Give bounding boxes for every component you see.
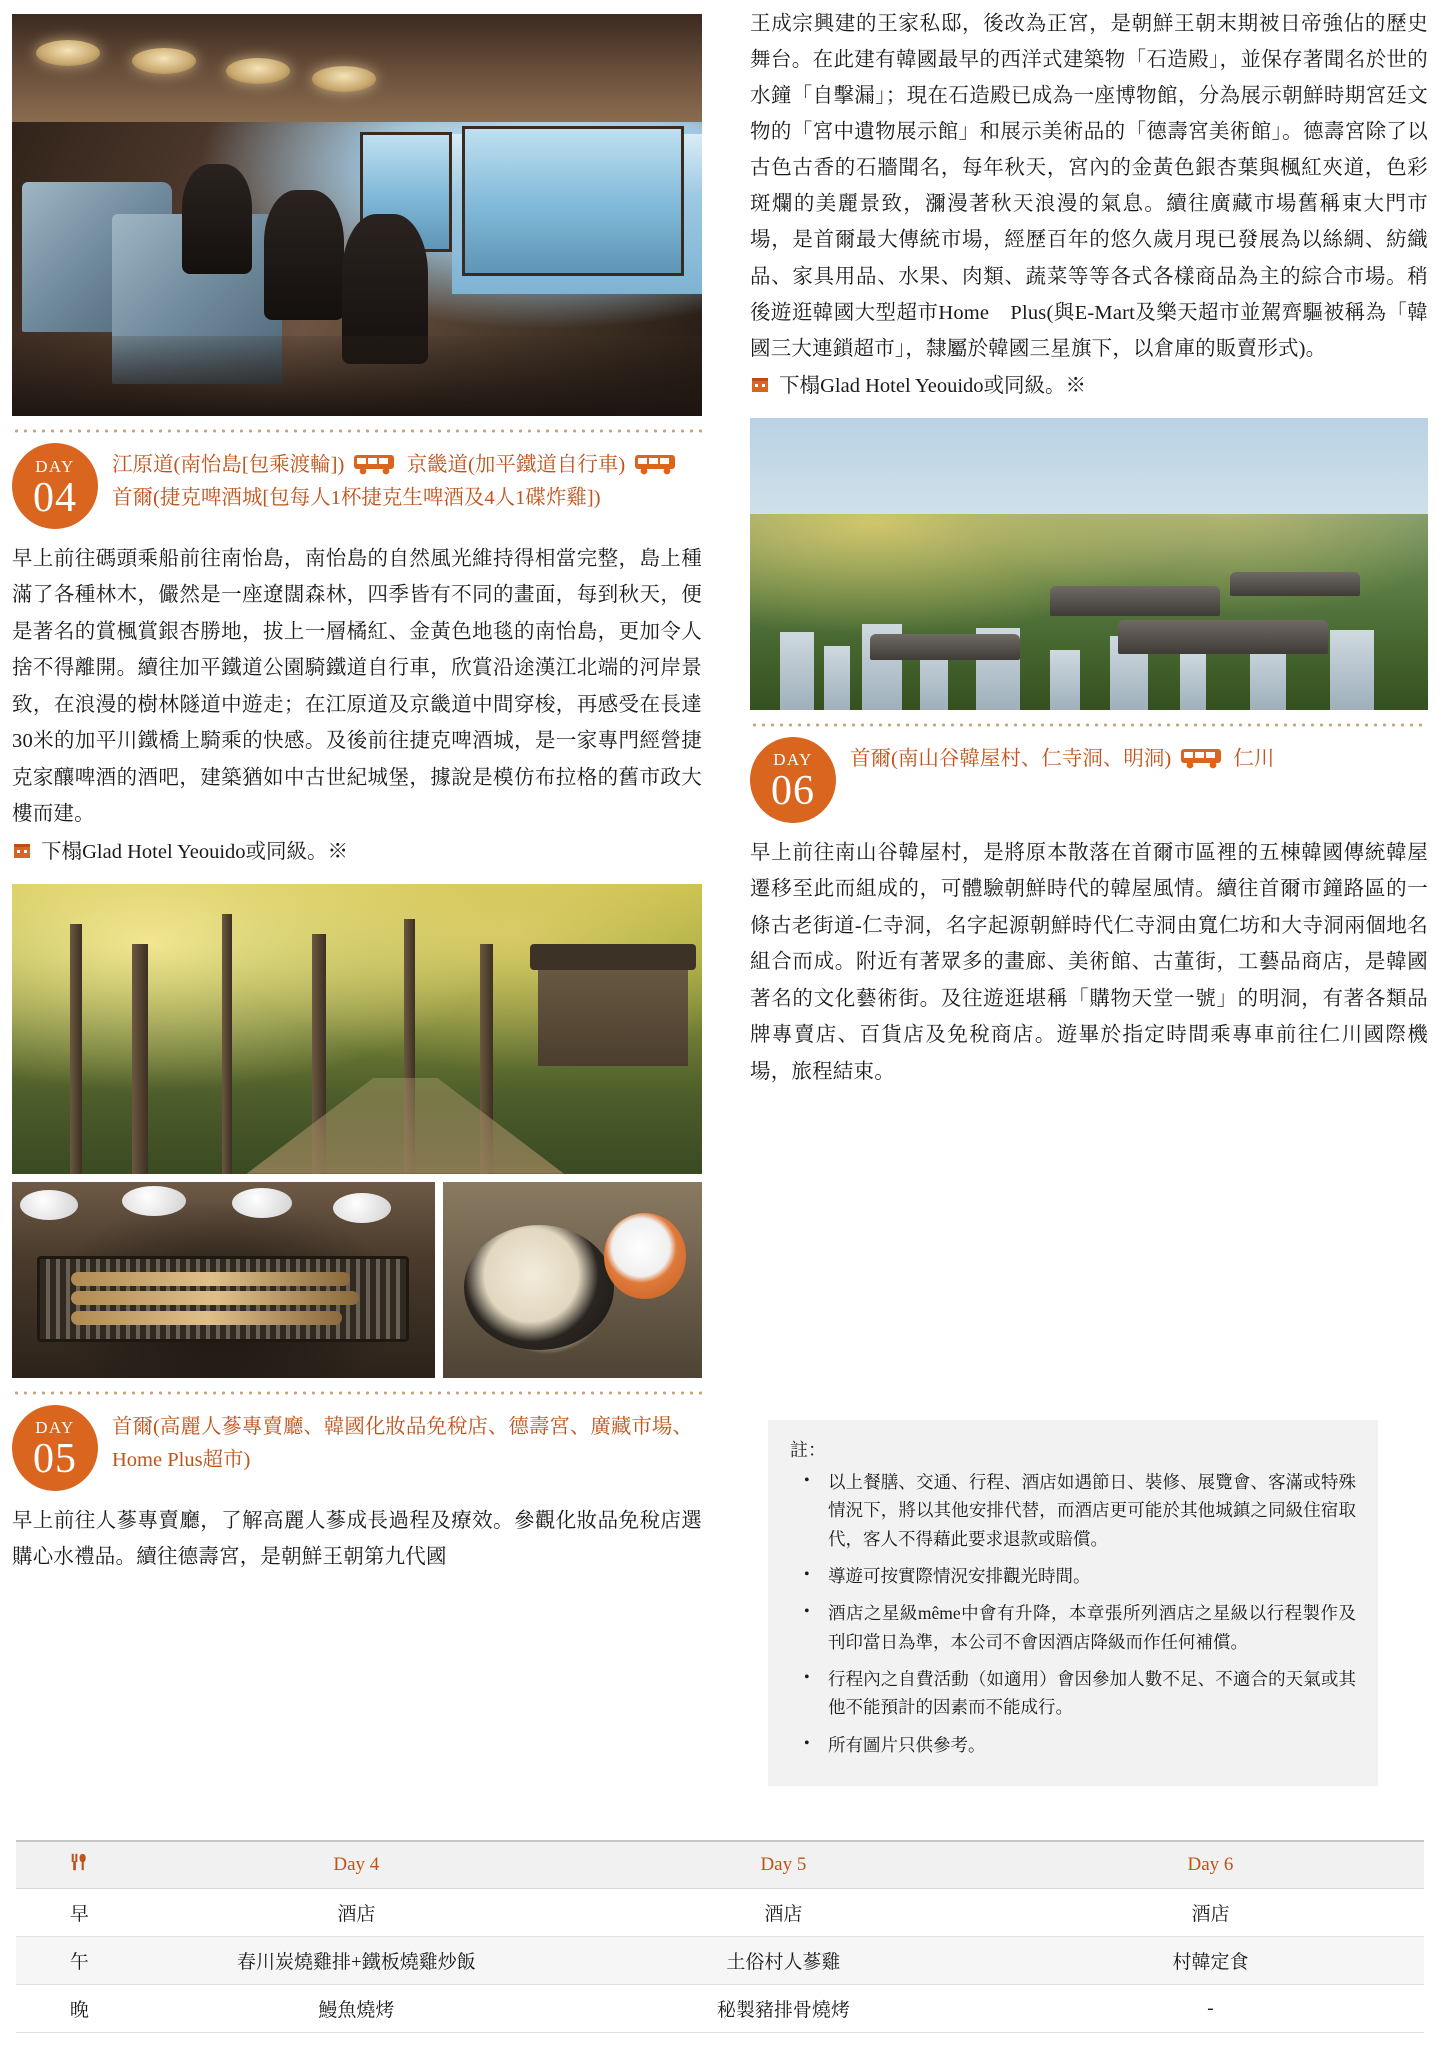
- bus-icon: [353, 453, 397, 475]
- day-04-title-part1: 江原道(南怡島[包乘渡輪]): [112, 454, 345, 476]
- left-column: [12, 14, 702, 1576]
- tree-trunk: [132, 944, 148, 1174]
- ceiling-lamp-icon: [226, 58, 290, 84]
- notes-box: [768, 1420, 1378, 1786]
- notes-list: [790, 1468, 1356, 1759]
- city-building: [1180, 652, 1206, 710]
- forest-path: [247, 1078, 564, 1174]
- cell-dinner-day5: 秘製豬排骨燒烤: [570, 1985, 997, 2033]
- kimchi-bowl: [604, 1213, 687, 1299]
- table-row: [16, 1985, 1424, 2033]
- train-interior-photo: [12, 14, 702, 416]
- cutlery-icon: [69, 1855, 89, 1877]
- hotel-icon: [750, 372, 770, 392]
- day-05-hotel-line: [750, 369, 1428, 404]
- passenger: [264, 190, 344, 320]
- day-04-title-part3: 首爾(捷克啤酒城[包每人1杯捷克生啤酒及4人1碟炸雞]): [112, 487, 601, 510]
- day-04-header: [12, 443, 702, 529]
- bus-icon: [634, 453, 678, 475]
- side-dish: [122, 1186, 186, 1216]
- day-number: 05: [33, 1436, 77, 1483]
- passenger: [182, 164, 252, 274]
- note-item: • 所有圖片只供參考。: [828, 1731, 1356, 1759]
- city-building: [824, 646, 850, 710]
- divider: [750, 723, 1428, 727]
- continued-paragraph: 王成宗興建的王家私邸，後改為正宮，是朝鮮王朝末期被日帝強佔的歷史舞台。在此建有韓國最早的西洋式建築物「石造殿」，並保存著聞名於世的水鐘「自擊漏」；現在石造殿已成為一座博物館，分為展示朝鮮時期宮廷文物的「宮中遺物展示館」和展示美術品的「德壽宮美術館」。德壽宮除了以古色古香的石牆聞名，每年秋天，宮內的金黃色銀杏葉與楓紅夾道，色彩斑爛的美麗景致，瀰漫著秋天浪漫的氣息。續往廣藏市場舊稱東大門市場，是首爾最大傳統市場，經歷百年的悠久歲月現已發展為以絲綢、紡織品、家具用品、水果、肉類、蔬菜等等各式各樣商品為主的綜合市場。稍後遊逛韓國大型超市Home Plus(與E-Mart及樂天超市並駕齊驅被稱為「韓國三大連鎖超市」，隸屬於韓國三星旗下，以倉庫的販賣形式)。: [750, 13, 1428, 360]
- day-word: DAY: [773, 750, 813, 770]
- day-06-title: [850, 737, 1274, 776]
- cell-lunch-day6: 村韓定食: [997, 1937, 1424, 1985]
- city-building: [1330, 630, 1374, 710]
- note-item: • 以上餐膳、交通、行程、酒店如遇節日、裝修、展覽會、客滿或特殊情況下，將以其他安排代替，而酒店更可能於其他城鎮之同級住宿取代，客人不得藉此要求退款或賠償。: [828, 1468, 1356, 1553]
- day-04-title-part2: 京畿道(加平鐵道自行車): [406, 454, 626, 476]
- soup-photo: [443, 1182, 702, 1378]
- cutlery-icon-cell: [16, 1841, 143, 1889]
- row-label-lunch: 午: [16, 1937, 143, 1985]
- day-04-hotel-line: [12, 835, 702, 870]
- note-item: • 酒店之星級même中會有升降，本章張所列酒店之星級以行程製作及刊印當日為準，本公司不會因酒店降級而作任何補償。: [828, 1599, 1356, 1656]
- day-badge-06: [750, 737, 836, 823]
- hotel-icon: [12, 838, 32, 858]
- day-04-title: [112, 443, 702, 515]
- cell-breakfast-day6: 酒店: [997, 1889, 1424, 1937]
- divider: [12, 429, 702, 433]
- ceiling-lamp-icon: [312, 66, 376, 92]
- grilled-fish: [71, 1272, 350, 1286]
- cell-breakfast-day5: 酒店: [570, 1889, 997, 1937]
- day-word: DAY: [35, 1418, 75, 1438]
- table-row: [16, 1937, 1424, 1985]
- meal-table: [16, 1840, 1424, 2033]
- forest-photo: [12, 884, 702, 1174]
- palace-roof: [1118, 620, 1328, 654]
- bus-icon: [1180, 747, 1224, 769]
- side-dish: [232, 1188, 292, 1218]
- table-header-row: [16, 1841, 1424, 1889]
- day-06-body: 早上前往南山谷韓屋村，是將原本散落在首爾市區裡的五棟韓國傳統韓屋遷移至此而組成的，可體驗朝鮮時代的韓屋風情。續往首爾市鐘路區的一條古老街道-仁寺洞，名字起源朝鮮時代仁寺洞由寬仁坊和大寺洞兩個地名組合而成。附近有著眾多的畫廊、美術館、古董街，工藝品商店，是韓國著名的文化藝術街。及往遊逛堪稱「購物天堂一號」的明洞，有著各類品牌專賣店、百貨店及免稅商店。遊畢於指定時間乘專車前往仁川國際機場，旅程結束。: [750, 841, 1428, 1083]
- cell-dinner-day6: -: [997, 1985, 1424, 2033]
- day-04-hotel-text: 下榻Glad Hotel Yeouido或同級。※: [41, 840, 349, 863]
- side-dish: [20, 1190, 78, 1220]
- wooden-hut: [538, 962, 688, 1066]
- table-row: [16, 1889, 1424, 1937]
- cell-breakfast-day4: 酒店: [143, 1889, 570, 1937]
- bbq-photo: [12, 1182, 435, 1378]
- day-04-body: 早上前往碼頭乘船前往南怡島，南怡島的自然風光維持得相當完整，島上種滿了各種林木，儼然是一座遼闊森林，四季皆有不同的畫面，每到秋天，便是著名的賞楓賞銀杏勝地，拔上一層橘紅、金黃色地毯的南怡島，更加令人捨不得離開。續往加平鐵道公園騎鐵道自行車，欣賞沿途漢江北端的河岸景致，在浪漫的樹林隧道中遊走；在江原道及京畿道中間穿梭，再感受在長達30米的加平川鐵橋上騎乘的快感。及後前往捷克啤酒城，是一家專門經營捷克家釀啤酒的酒吧，建築猶如中古世紀城堡，據說是模仿布拉格的舊市政大樓而建。: [12, 548, 702, 826]
- city-skyline: [750, 418, 1428, 514]
- day-number: 06: [771, 768, 815, 815]
- palace-photo: [750, 418, 1428, 710]
- day-06-title-part1: 首爾(南山谷韓屋村、仁寺洞、明洞): [850, 747, 1172, 770]
- day-badge-05: [12, 1405, 98, 1491]
- palace-roof: [1050, 586, 1220, 616]
- day-05-header: [12, 1405, 702, 1491]
- cell-lunch-day4: 春川炭燒雞排+鐵板燒雞炒飯: [143, 1937, 570, 1985]
- city-building: [1050, 650, 1080, 710]
- palace-roof: [1230, 572, 1360, 596]
- day-06-header: [750, 737, 1428, 823]
- city-building: [780, 632, 814, 710]
- table-col-day5: Day 5: [570, 1841, 997, 1889]
- day-badge-04: [12, 443, 98, 529]
- day-word: DAY: [35, 456, 75, 476]
- row-label-dinner: 晚: [16, 1985, 143, 2033]
- grilled-fish: [71, 1311, 342, 1325]
- day-06-title-part2: 仁川: [1233, 747, 1275, 770]
- tree-trunk: [222, 914, 232, 1174]
- ceiling-lamp-icon: [36, 40, 100, 66]
- notes-heading: 註：: [790, 1440, 826, 1460]
- note-item: • 行程內之自費活動（如適用）會因參加人數不足、不適合的天氣或其他不能預計的因素而不能成行。: [828, 1665, 1356, 1722]
- palace-roof: [870, 634, 1020, 660]
- day-05-hotel-text: 下榻Glad Hotel Yeouido或同級。※: [779, 374, 1087, 397]
- meal-table-body: [16, 1889, 1424, 2033]
- table-col-day4: Day 4: [143, 1841, 570, 1889]
- meal-table-head: [16, 1841, 1424, 1889]
- day-05-body: 早上前往人蔘專賣廳，了解高麗人蔘成長過程及療效。參觀化妝品免稅店選購心水禮品。續往德壽宮，是朝鮮王朝第九代國: [12, 1509, 702, 1569]
- day-number: 04: [33, 474, 77, 521]
- note-item: • 導遊可按實際情況安排觀光時間。: [828, 1562, 1356, 1590]
- divider: [12, 1391, 702, 1395]
- cell-dinner-day4: 鰻魚燒烤: [143, 1985, 570, 2033]
- row-label-breakfast: 早: [16, 1889, 143, 1937]
- side-dish: [333, 1193, 391, 1223]
- train-window: [462, 126, 684, 276]
- ceiling-lamp-icon: [132, 48, 196, 74]
- tree-trunk: [70, 924, 82, 1174]
- food-photo-row: [12, 1182, 702, 1378]
- day-05-title: 首爾(高麗人蔘專賣廳、韓國化妝品免稅店、德壽宮、廣藏市場、Home Plus超市): [112, 1415, 693, 1471]
- right-column: [750, 0, 1428, 1090]
- cell-lunch-day5: 土俗村人蔘雞: [570, 1937, 997, 1985]
- table-col-day6: Day 6: [997, 1841, 1424, 1889]
- train-floor: [12, 336, 702, 416]
- grilled-fish: [71, 1291, 359, 1305]
- stone-pot: [464, 1225, 614, 1350]
